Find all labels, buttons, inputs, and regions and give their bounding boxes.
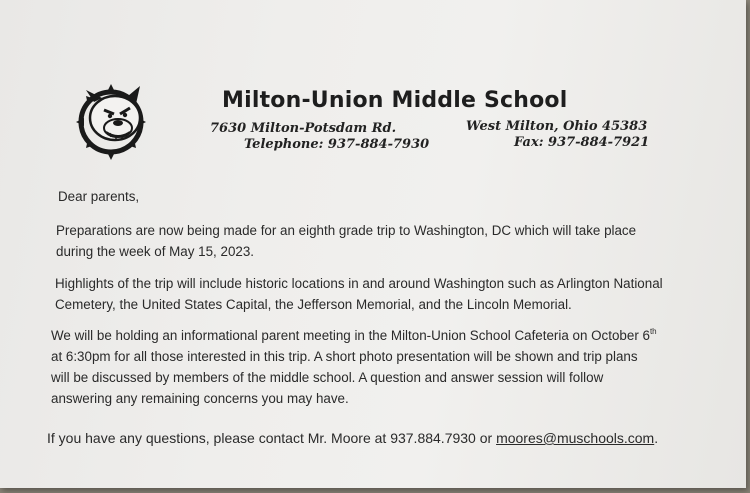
school-fax: Fax: 937-884-7921 xyxy=(514,135,650,150)
paragraph-line: Cemetery, the United States Capital, the Jefferson Memorial, and the Lincoln Memorial. xyxy=(55,297,572,312)
contact-text: If you have any questions, please contact Mr. Moore at 937.884.7930 or xyxy=(47,430,497,446)
school-city: West Milton, Ohio 45383 xyxy=(466,119,648,134)
paragraph-line xyxy=(51,325,657,346)
paragraph-line-text: We will be holding an informational parent meeting in the Milton-Union School Cafeteria on October 6 xyxy=(51,328,650,343)
paragraph-trip-dates xyxy=(56,220,636,262)
paragraph-line: at 6:30pm for all those interested in this trip. A short photo presentation will be shown and trip plans xyxy=(51,349,638,364)
paragraph-contact xyxy=(47,428,658,449)
paragraph-highlights xyxy=(55,273,663,315)
paragraph-line: during the week of May 15, 2023. xyxy=(56,244,255,259)
school-address: 7630 Milton-Potsdam Rd. xyxy=(210,121,397,136)
contact-email-link[interactable]: moores@muschools.com xyxy=(496,430,655,446)
school-telephone: Telephone: 937-884-7930 xyxy=(244,137,430,152)
school-name: Milton-Union Middle School xyxy=(222,88,568,113)
bulldog-icon xyxy=(68,78,154,160)
paragraph-line: Highlights of the trip will include historic locations in and around Washington such as Arlington National xyxy=(55,276,663,291)
paragraph-line: will be discussed by members of the middle school. A question and answer session will follow xyxy=(51,370,604,385)
paragraph-line: Preparations are now being made for an eighth grade trip to Washington, DC which will take place xyxy=(56,223,637,238)
paragraph-line: answering any remaining concerns you may have. xyxy=(51,391,349,406)
paragraph-meeting xyxy=(51,325,657,409)
contact-period: . xyxy=(654,430,659,446)
letter-greeting: Dear parents, xyxy=(58,189,140,204)
ordinal-suffix: th xyxy=(649,327,657,336)
